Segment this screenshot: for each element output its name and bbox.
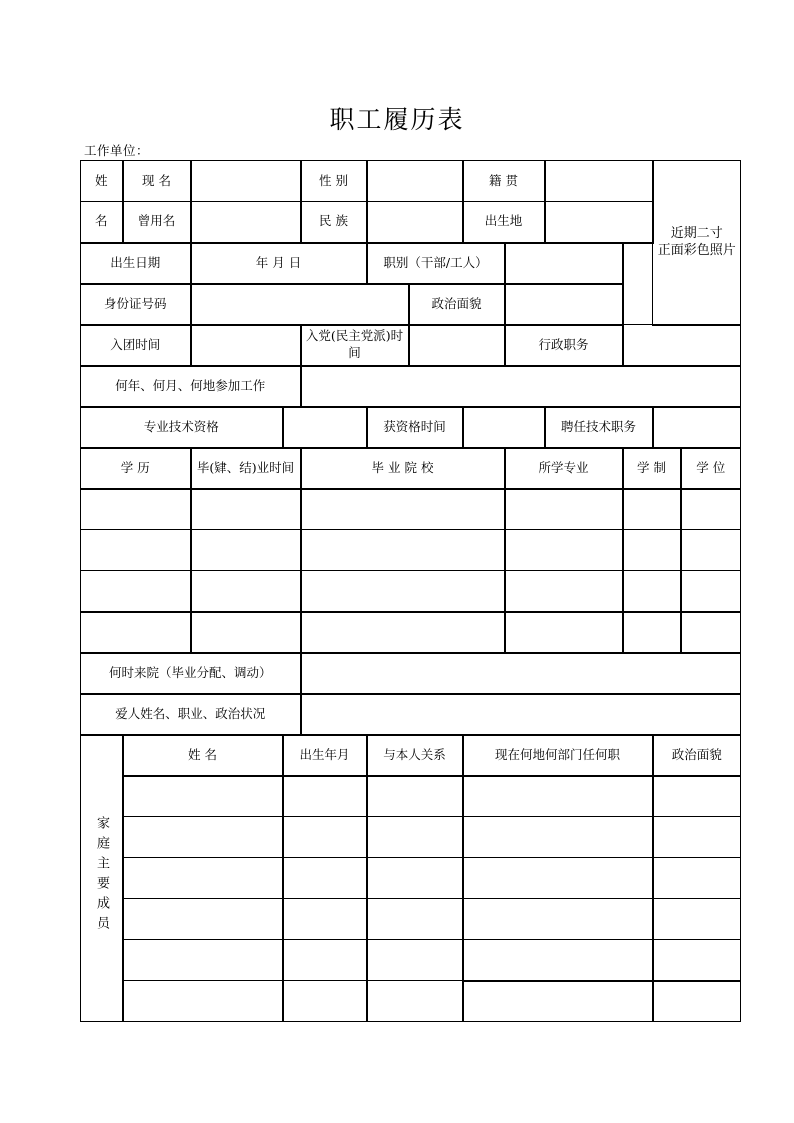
- cell-name-vert-1: 姓: [81, 161, 123, 202]
- cell-education-3-3[interactable]: [505, 612, 623, 653]
- cell-family-2-4[interactable]: [653, 858, 741, 899]
- row-work-start: [81, 366, 741, 407]
- cell-family-4-4[interactable]: [653, 940, 741, 981]
- row-family-header: [81, 735, 741, 776]
- cell-family-3-1[interactable]: [283, 899, 367, 940]
- cell-family-1-1[interactable]: [283, 817, 367, 858]
- cell-id-number-value[interactable]: [191, 284, 409, 325]
- cell-education-2-3[interactable]: [505, 571, 623, 612]
- cell-political-status-label: 政治面貌: [409, 284, 505, 325]
- row-education-data: [81, 612, 741, 653]
- cell-education-0-4[interactable]: [623, 489, 681, 530]
- cell-education-header-5: 学 位: [681, 448, 741, 489]
- cell-spouse-label: 爱人姓名、职业、政治状况: [81, 694, 301, 735]
- cell-education-header-2: 毕 业 院 校: [301, 448, 505, 489]
- cell-family-2-0[interactable]: [123, 858, 283, 899]
- cell-native-place-label: 籍 贯: [463, 161, 545, 202]
- employee-resume-table: [80, 160, 741, 1022]
- cell-former-name-label: 曾用名: [123, 202, 191, 243]
- cell-work-start-label: 何年、何月、何地参加工作: [81, 366, 301, 407]
- row-education-data: [81, 530, 741, 571]
- cell-gender-label: 性 别: [301, 161, 367, 202]
- cell-education-0-3[interactable]: [505, 489, 623, 530]
- cell-family-2-3[interactable]: [463, 858, 653, 899]
- cell-spouse-value[interactable]: [301, 694, 741, 735]
- row-family-member: [81, 776, 741, 817]
- cell-family-1-4[interactable]: [653, 817, 741, 858]
- row-spouse: [81, 694, 741, 735]
- cell-education-2-5[interactable]: [681, 571, 741, 612]
- cell-family-header-0: 姓 名: [123, 735, 283, 776]
- row-technical-qualification: [81, 407, 741, 448]
- cell-family-5-3[interactable]: [463, 981, 653, 1022]
- cell-family-1-0[interactable]: [123, 817, 283, 858]
- photo-line-2: 正面彩色照片: [657, 243, 736, 259]
- cell-birth-place-value[interactable]: [545, 202, 653, 243]
- row-family-member: [81, 817, 741, 858]
- cell-party-join-value[interactable]: [409, 325, 505, 366]
- cell-education-3-4[interactable]: [623, 612, 681, 653]
- cell-political-status-value[interactable]: [505, 284, 623, 325]
- cell-education-2-2[interactable]: [301, 571, 505, 612]
- cell-family-4-3[interactable]: [463, 940, 653, 981]
- cell-education-2-4[interactable]: [623, 571, 681, 612]
- photo-line-1: 近期二寸: [670, 225, 723, 241]
- cell-education-1-1[interactable]: [191, 530, 301, 571]
- cell-appointed-post-value[interactable]: [653, 407, 741, 448]
- cell-family-5-2[interactable]: [367, 981, 463, 1022]
- cell-qualification-label: 专业技术资格: [81, 407, 283, 448]
- cell-family-header-2: 与本人关系: [367, 735, 463, 776]
- cell-photo-placeholder[interactable]: [653, 161, 741, 325]
- cell-name-vert-2: 名: [81, 202, 123, 243]
- row-family-member: [81, 858, 741, 899]
- cell-education-header-3: 所学专业: [505, 448, 623, 489]
- cell-admin-post-value[interactable]: [623, 325, 741, 366]
- cell-family-section-label: [81, 735, 123, 1022]
- cell-education-3-1[interactable]: [191, 612, 301, 653]
- cell-education-3-2[interactable]: [301, 612, 505, 653]
- cell-qualification-date-value[interactable]: [463, 407, 545, 448]
- cell-family-3-0[interactable]: [123, 899, 283, 940]
- cell-family-1-2[interactable]: [367, 817, 463, 858]
- row-birth-date: [81, 243, 741, 284]
- cell-education-1-0[interactable]: [81, 530, 191, 571]
- cell-family-5-0[interactable]: [123, 981, 283, 1022]
- cell-gender-value[interactable]: [367, 161, 463, 202]
- cell-league-join-label: 入团时间: [81, 325, 191, 366]
- cell-former-name-value[interactable]: [191, 202, 301, 243]
- cell-education-0-2[interactable]: [301, 489, 505, 530]
- row-family-member: [81, 899, 741, 940]
- cell-family-1-3[interactable]: [463, 817, 653, 858]
- cell-education-3-0[interactable]: [81, 612, 191, 653]
- cell-family-header-1: 出生年月: [283, 735, 367, 776]
- family-section-vertical-text: 家庭主要成员: [94, 815, 110, 936]
- cell-family-0-4[interactable]: [653, 776, 741, 817]
- cell-education-header-1: 毕(肄、结)业时间: [191, 448, 301, 489]
- cell-education-1-5[interactable]: [681, 530, 741, 571]
- cell-family-header-4: 政治面貌: [653, 735, 741, 776]
- row-family-member: [81, 981, 741, 1022]
- cell-family-3-2[interactable]: [367, 899, 463, 940]
- cell-family-0-3[interactable]: [463, 776, 653, 817]
- cell-education-1-4[interactable]: [623, 530, 681, 571]
- row-education-header: [81, 448, 741, 489]
- row-education-data: [81, 571, 741, 612]
- page-title: 职工履历表: [329, 105, 465, 134]
- cell-education-1-2[interactable]: [301, 530, 505, 571]
- row-id-number: [81, 284, 741, 325]
- cell-education-0-5[interactable]: [681, 489, 741, 530]
- cell-education-0-1[interactable]: [191, 489, 301, 530]
- cell-family-4-0[interactable]: [123, 940, 283, 981]
- cell-family-4-1[interactable]: [283, 940, 367, 981]
- cell-education-2-0[interactable]: [81, 571, 191, 612]
- cell-current-name-label: 现 名: [123, 161, 191, 202]
- cell-id-number-label: 身份证号码: [81, 284, 191, 325]
- cell-job-type-label: 职别（干部/工人）: [367, 243, 505, 284]
- cell-appointed-post-label: 聘任技术职务: [545, 407, 653, 448]
- cell-family-0-1[interactable]: [283, 776, 367, 817]
- cell-league-join-value[interactable]: [191, 325, 301, 366]
- row-education-data: [81, 489, 741, 530]
- cell-education-1-3[interactable]: [505, 530, 623, 571]
- cell-arrival-value[interactable]: [301, 653, 741, 694]
- cell-qualification-value[interactable]: [283, 407, 367, 448]
- cell-job-type-value[interactable]: [505, 243, 623, 284]
- cell-education-header-4: 学 制: [623, 448, 681, 489]
- cell-family-2-2[interactable]: [367, 858, 463, 899]
- row-current-name: [81, 161, 741, 202]
- cell-education-0-0[interactable]: [81, 489, 191, 530]
- cell-qualification-date-label: 获资格时间: [367, 407, 463, 448]
- cell-education-3-5[interactable]: [681, 612, 741, 653]
- cell-native-place-value[interactable]: [545, 161, 653, 202]
- cell-family-0-0[interactable]: [123, 776, 283, 817]
- cell-birth-date-value[interactable]: 年 月 日: [191, 243, 367, 284]
- cell-arrival-label: 何时来院（毕业分配、调动）: [81, 653, 301, 694]
- cell-family-3-3[interactable]: [463, 899, 653, 940]
- work-unit-label: 工作单位：: [84, 143, 150, 158]
- cell-family-3-4[interactable]: [653, 899, 741, 940]
- cell-family-4-2[interactable]: [367, 940, 463, 981]
- cell-party-join-label: 入党(民主党派)时间: [301, 325, 409, 366]
- cell-family-2-1[interactable]: [283, 858, 367, 899]
- cell-family-header-3: 现在何地何部门任何职: [463, 735, 653, 776]
- row-family-member: [81, 940, 741, 981]
- cell-ethnicity-label: 民 族: [301, 202, 367, 243]
- cell-work-start-value[interactable]: [301, 366, 741, 407]
- cell-birth-place-label: 出生地: [463, 202, 545, 243]
- cell-family-0-2[interactable]: [367, 776, 463, 817]
- cell-current-name-value[interactable]: [191, 161, 301, 202]
- cell-family-5-1[interactable]: [283, 981, 367, 1022]
- cell-admin-post-label: 行政职务: [505, 325, 623, 366]
- row-party-join: [81, 325, 741, 366]
- row-former-name: [81, 202, 741, 243]
- cell-education-header-0: 学 历: [81, 448, 191, 489]
- cell-family-5-4[interactable]: [653, 981, 741, 1022]
- row-arrival: [81, 653, 741, 694]
- cell-ethnicity-value[interactable]: [367, 202, 463, 243]
- cell-education-2-1[interactable]: [191, 571, 301, 612]
- cell-birth-date-label: 出生日期: [81, 243, 191, 284]
